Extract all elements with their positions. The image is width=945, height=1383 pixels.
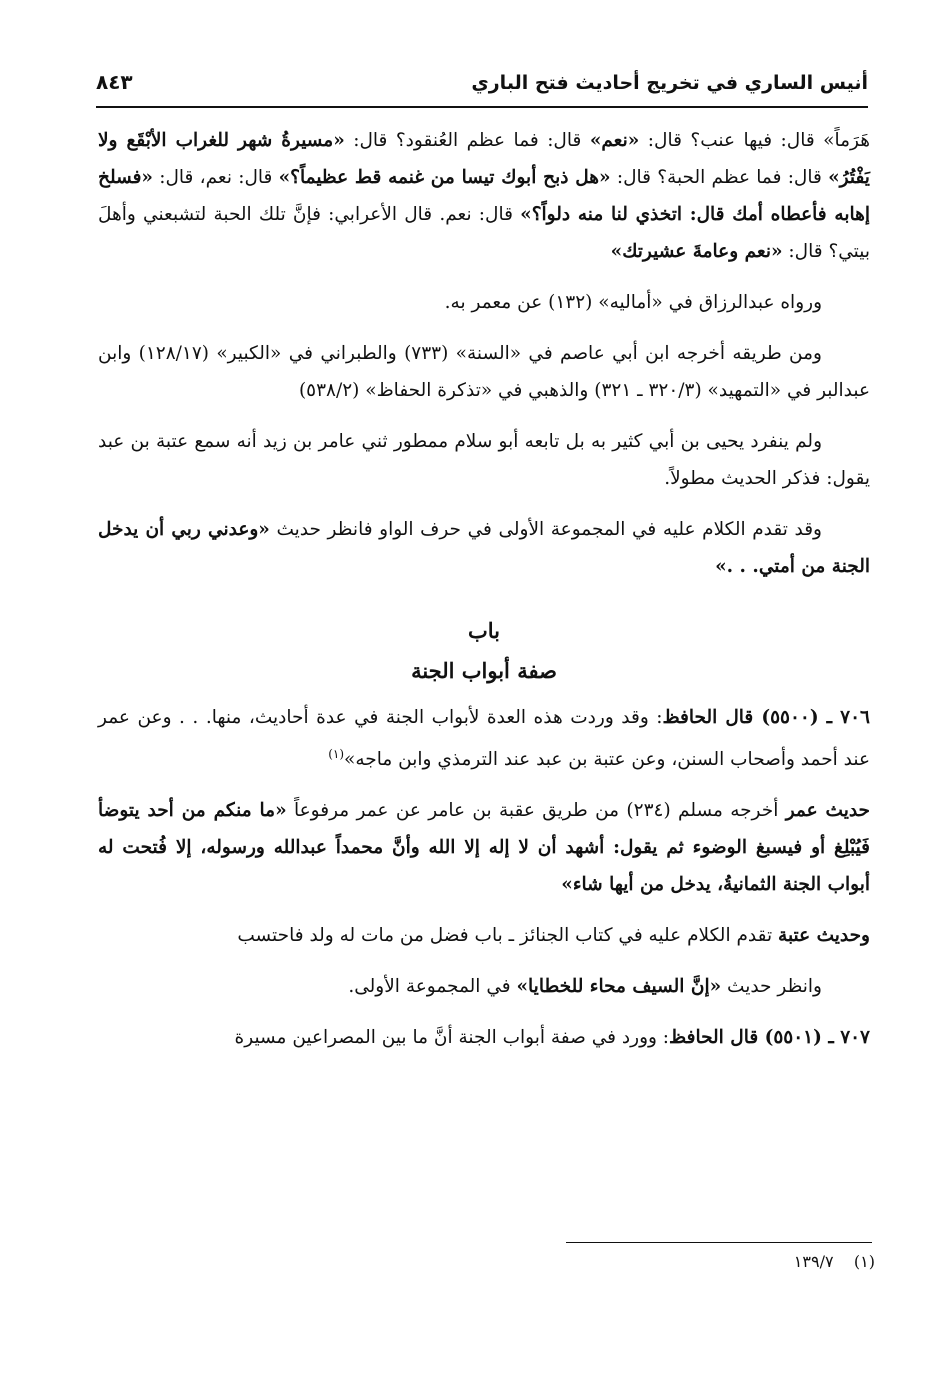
paragraph-10: ٧٠٧ ـ (٥٥٠١) قال الحافظ: وورد في صفة أبواب الجنة أنَّ ما بين المصراعين مسيرة [234,1027,870,1049]
header-rule [96,106,868,108]
paragraph-5: وقد تقدم الكلام عليه في المجموعة الأولى في حرف الواو فانظر حديث «وعدني ربي أن يدخل الجنة من أمتي. . .» [98,519,870,577]
paragraph-7: حديث عمر أخرجه مسلم (٢٣٤) من طريق عقبة بن عامر عن عمر مرفوعاً «ما منكم من أحد يتوضأ فَيُبْلِغ أو فيسبغ الوضوء ثم يقول: أشهد أن لا إله إلا الله وأنَّ محمداً عبدالله ورسوله، إلا فُتحت له أبواب الجنة الثمانيةُ، يدخل من أيها شاء» [98,800,870,896]
heading-title: صفة أبواب الجنة [411,658,557,683]
paragraph-4: ولم ينفرد يحيى بن أبي كثير به بل تابعه أبو سلام ممطور ثني عامر بن زيد أنه سمع عتبة بن عبد يقول: فذكر الحديث مطولاً. [98,431,870,489]
heading-bab: باب [467,618,500,643]
footnote-mark: (١) [853,1252,875,1271]
paragraph-8: وحديث عتبة تقدم الكلام عليه في كتاب الجنائز ـ باب فضل من مات له ولد فاحتسب [237,925,870,947]
page-content [98,122,870,1232]
paragraph-9: وانظر حديث «إنَّ السيف محاء للخطايا» في المجموعة الأولى. [348,976,822,998]
paragraph-1: هَرَماً» قال: فيها عنب؟ قال: «نعم» قال: فما عظم العُنقود؟ قال: «مسيرةُ شهر للغراب الأبْقَع ولا يَفْتُرُ» قال: فما عظم الحبة؟ قال: «هل ذبح أبوك تيسا من غنمه قط عظيماً؟» قال: نعم، قال: «فسلخ إهابه فأعطاه أمك قال: اتخذي لنا منه دلواً؟» قال: نعم. قال الأعرابي: فإنَّ تلك الحبة لتشبعني وأهلَ بيتي؟ قال: «نعم وعامةَ عشيرتك» [98,130,870,262]
footnote-ref: (١) [328,747,345,761]
page-header [96,66,868,110]
footnote [794,1252,875,1271]
footnote-rule [566,1242,872,1243]
paragraph-6: ٧٠٦ ـ (٥٥٠٠) قال الحافظ: وقد وردت هذه العدة لأبواب الجنة في عدة أحاديث، منها. . . وعن عمر عند أحمد وأصحاب السنن، وعن عتبة بن عبد عند الترمذي وابن ماجه»$^{(١)}$ [98,707,870,771]
book-title: أنيس الساري في تخريج أحاديث فتح الباري [471,72,868,94]
footnote-text: ١٣٩/٧ [793,1252,834,1271]
section-heading [98,611,870,691]
paragraph-3: ومن طريقه أخرجه ابن أبي عاصم في «السنة» (٧٣٣) والطبراني في «الكبير» (١٢٨/١٧) وابن عبدالبر في «التمهيد» (٣٢٠/٣ ـ ٣٢١) والذهبي في «تذكرة الحفاظ» (٥٣٨/٢) [98,343,870,401]
page-number: ٨٤٣ [96,70,133,94]
paragraph-2: ورواه عبدالرزاق في «أماليه» (١٣٢) عن معمر به. [444,292,822,313]
